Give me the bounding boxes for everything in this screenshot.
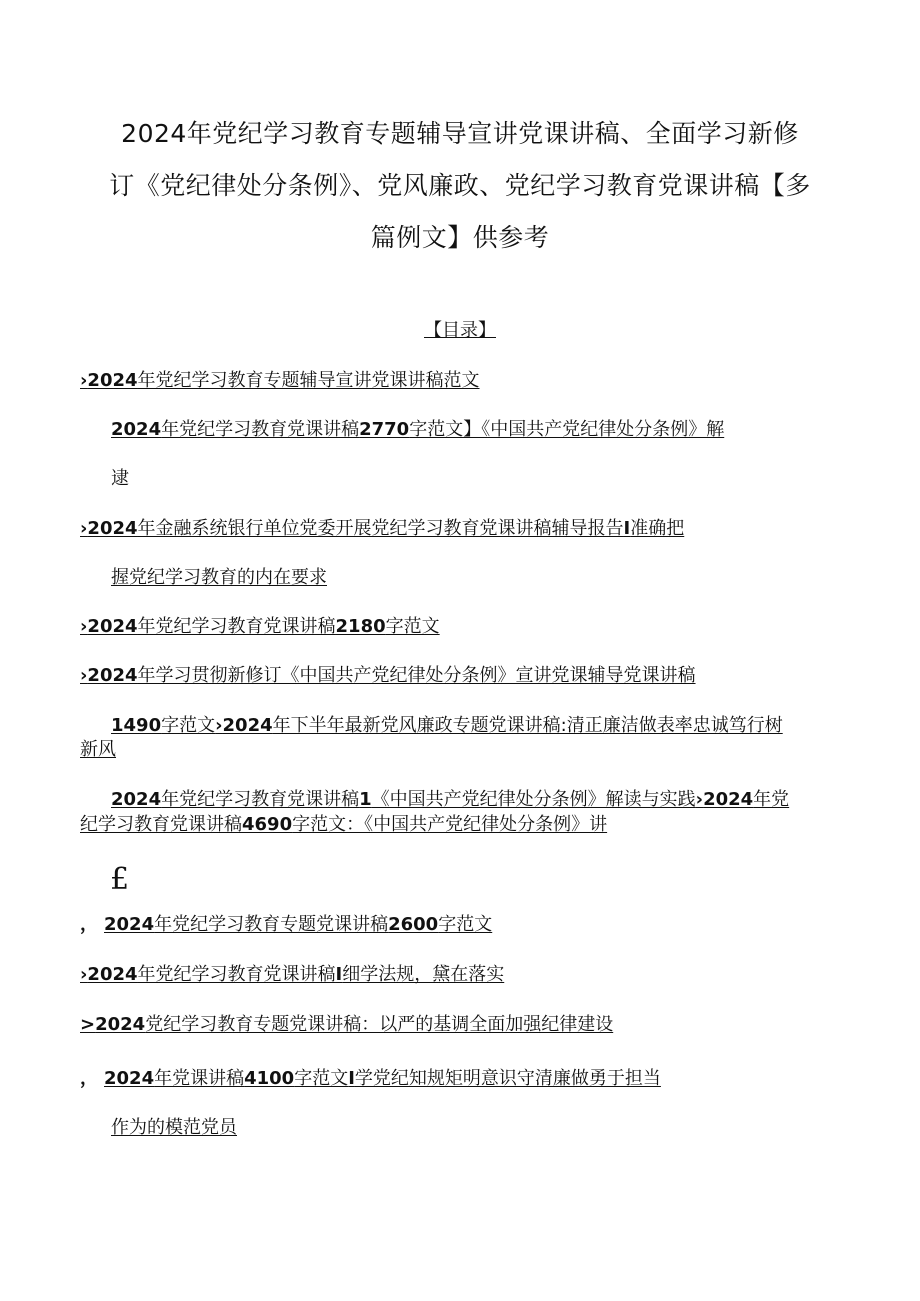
entry-text: 字范文 [438,914,493,935]
number: 4690 [242,814,293,835]
year: 2024 [87,964,138,985]
bullet: › [80,964,88,985]
toc-entry[interactable] [111,714,783,738]
toc-entry[interactable] [111,788,789,812]
stray-glyph: £ [110,862,130,897]
entry-text: 年党纪学习教育党课讲稿 [161,419,360,440]
toc-entry[interactable] [80,963,504,987]
number: 1490 [111,715,162,736]
toc-entry[interactable] [80,913,492,937]
entry-text: 年金融系统银行单位党委开展党纪学习教育党课讲稿辅导报告 [137,518,624,539]
entry-text: 字范文 [385,616,440,637]
entry-text: 逮 [111,468,129,489]
entry-text: 年党纪学习教育党课讲稿 [137,964,336,985]
bullet: > [80,1014,96,1035]
toc-entry[interactable] [80,615,440,639]
entry-text: 年下半年最新党风廉政专题党课讲稿:清正廉洁做表率忠诚笃行树 [272,715,783,736]
entry-text: 《中国共产党纪律处分条例》解读与实践 [371,789,696,810]
toc-heading[interactable]: 【目录】 [424,320,496,341]
toc-entry[interactable] [80,1013,613,1037]
separator: I [348,1068,355,1089]
year: 2024 [95,1014,146,1035]
year: 2024 [703,789,754,810]
title-line: 订《党纪律处分条例》、党风廉政、党纪学习教育党课讲稿【多 [109,171,811,200]
entry-text: 纪学习教育党课讲稿 [80,814,242,835]
entry-text: 准确把 [630,518,685,539]
entry-text: 学党纪知规矩明意识守清廉做勇于担当 [354,1068,661,1089]
toc-entry[interactable] [111,418,724,442]
entry-text: 字范文】《中国共产党纪律处分条例》解 [409,419,725,440]
number: 2600 [388,914,439,935]
entry-text: 年党纪学习教育专题辅导宣讲党课讲稿范文 [137,370,480,391]
entry-text: 年党纪学习教育党课讲稿 [137,616,336,637]
bullet: › [695,789,704,810]
number: 1 [359,789,372,810]
entry-text: 年党 [753,789,790,810]
year: 2024 [104,1068,155,1089]
separator: I [623,518,631,539]
entry-text: 年党纪学习教育党课讲稿 [161,789,360,810]
entry-text: 字范文：《中国共产党纪律处分条例》讲 [292,814,608,835]
toc-entry-continuation[interactable] [80,738,116,762]
year: 2024 [111,419,162,440]
number: 2770 [359,419,410,440]
entry-text: 字范文 [294,1068,349,1089]
title-line: 2024年党纪学习教育专题辅导宣讲党课讲稿、全面学习新修 [121,119,799,148]
toc-entry[interactable] [80,664,696,688]
document-title [70,108,850,264]
entry-text: 年学习贯彻新修订《中国共产党纪律处分条例》宣讲党课辅导党课讲稿 [137,665,696,686]
entry-text: 年党课讲稿 [154,1068,245,1089]
entry-text: 字范文 [161,715,216,736]
title-line: 篇例文】供参考 [370,223,550,252]
toc-entry-continuation[interactable] [111,566,327,590]
toc-entry-continuation[interactable] [80,813,607,837]
year: 2024 [87,665,138,686]
toc-entry[interactable] [80,517,684,541]
entry-text: 作为的模范党员 [111,1117,237,1138]
bullet: › [80,370,88,391]
bullet: › [80,616,88,637]
entry-text: 新风 [80,739,116,760]
bullet: ， [80,1068,98,1089]
entry-text: 握党纪学习教育的内在要求 [111,567,327,588]
year: 2024 [87,370,138,391]
year: 2024 [87,616,138,637]
bullet: › [215,715,223,736]
entry-text: 年党纪学习教育专题党课讲稿 [154,914,389,935]
toc-entry[interactable] [80,1067,661,1091]
toc-entry-continuation [111,467,129,491]
bullet: › [80,665,88,686]
separator: I [335,964,343,985]
year: 2024 [87,518,138,539]
year: 2024 [104,914,155,935]
entry-text: 党纪学习教育专题党课讲稿：以严的基调全面加强纪律建设 [145,1014,614,1035]
year: 2024 [222,715,273,736]
year: 2024 [111,789,162,810]
number: 4100 [244,1068,295,1089]
toc-entry[interactable] [80,369,480,393]
entry-text: 细学法规，黛在落实 [342,964,505,985]
bullet: › [80,518,88,539]
bullet: ， [80,914,98,935]
number: 2180 [335,616,386,637]
toc-entry-continuation[interactable] [111,1116,237,1140]
